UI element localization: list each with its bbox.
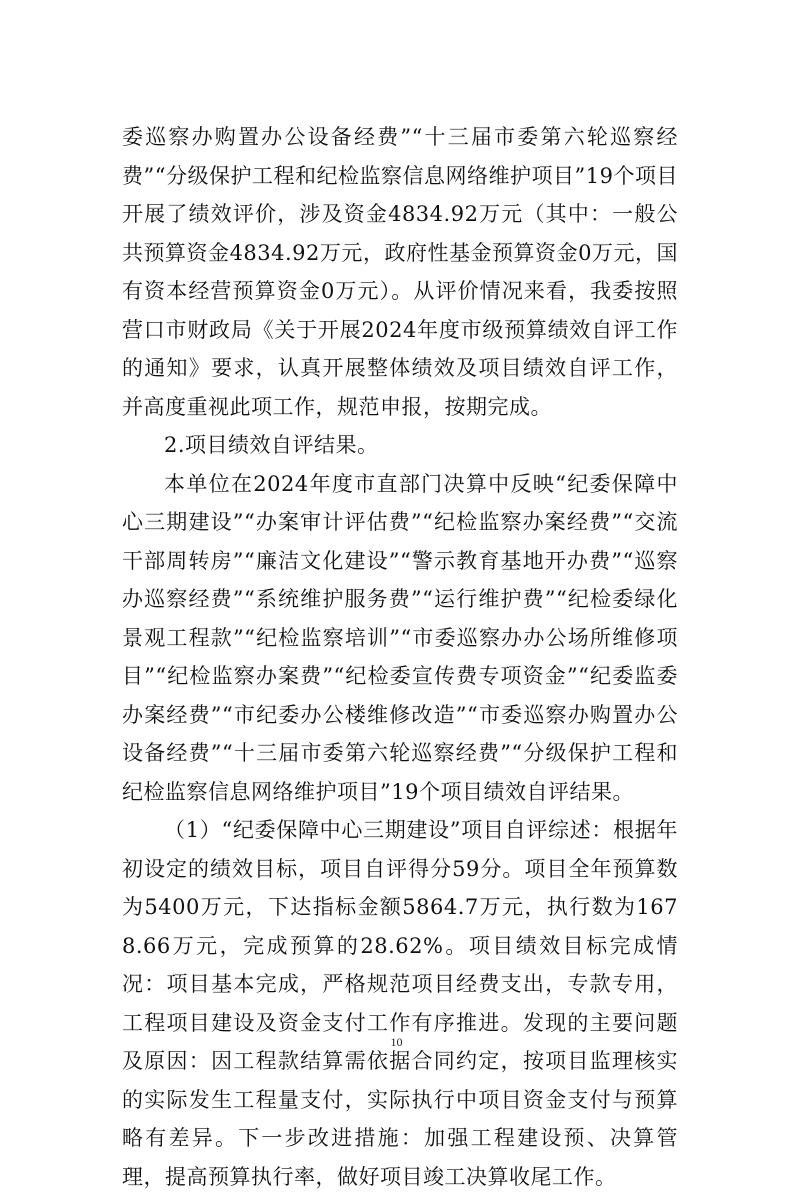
paragraph-project-list: 本单位在2024年度市直部门决算中反映“纪委保障中心三期建设”“办案审计评估费”“纪检监察办案经费”“交流干部周转房”“廉洁文化建设”“警示教育基地开办费”“巡察办巡察经费”“系统维护服务费”“运行维护费”“纪检委绿化景观工程款”“纪检监察培训”“市委巡察办办公场所维修项目”“纪检监察办案费”“纪检委宣传费专项资金”“纪委监委办案经费”“市纪委办公楼维修改造”“市委巡察办购置办公设备经费”“十三届市委第六轮巡察经费”“分级保护工程和纪检监察信息网络维护项目”19个项目绩效自评结果。 [122,471,678,804]
page-number: 10 [390,1035,403,1049]
paragraph-project-1-summary: （1）“纪委保障中心三期建设”项目自评综述：根据年初设定的绩效目标，项目自评得分59分。项目全年预算数为5400万元，下达指标金额5864.7万元，执行数为1678.66万元，完成预算的28.62%。项目绩效目标完成情况：项目基本完成，严格规范项目经费支出，专款专用，工程项目建设及资金支付工作有序推进。发现的主要问题及原因：因工程款结算需依据合同约定，按项目监理核实的实际发生工程量支付，实际执行中项目资金支付与预算略有差异。下一步改进措施：加强工程建设预、决算管理，提高预算执行率，做好项目竣工决算收尾工作。 [122,818,678,1189]
paragraph-continued-evaluation: 委巡察办购置办公设备经费”“十三届市委第六轮巡察经费”“分级保护工程和纪检监察信息网络维护项目”19个项目开展了绩效评价，涉及资金4834.92万元（其中：一般公共预算资金4834.92万元，政府性基金预算资金0万元，国有资本经营预算资金0万元）。从评价情况来看，我委按照营口市财政局《关于开展2024年度市级预算绩效自评工作的通知》要求，认真开展整体绩效及项目绩效自评工作，并高度重视此项工作，规范申报，按期完成。 [122,125,678,419]
section-heading-project-results: 2.项目绩效自评结果。 [164,433,379,457]
